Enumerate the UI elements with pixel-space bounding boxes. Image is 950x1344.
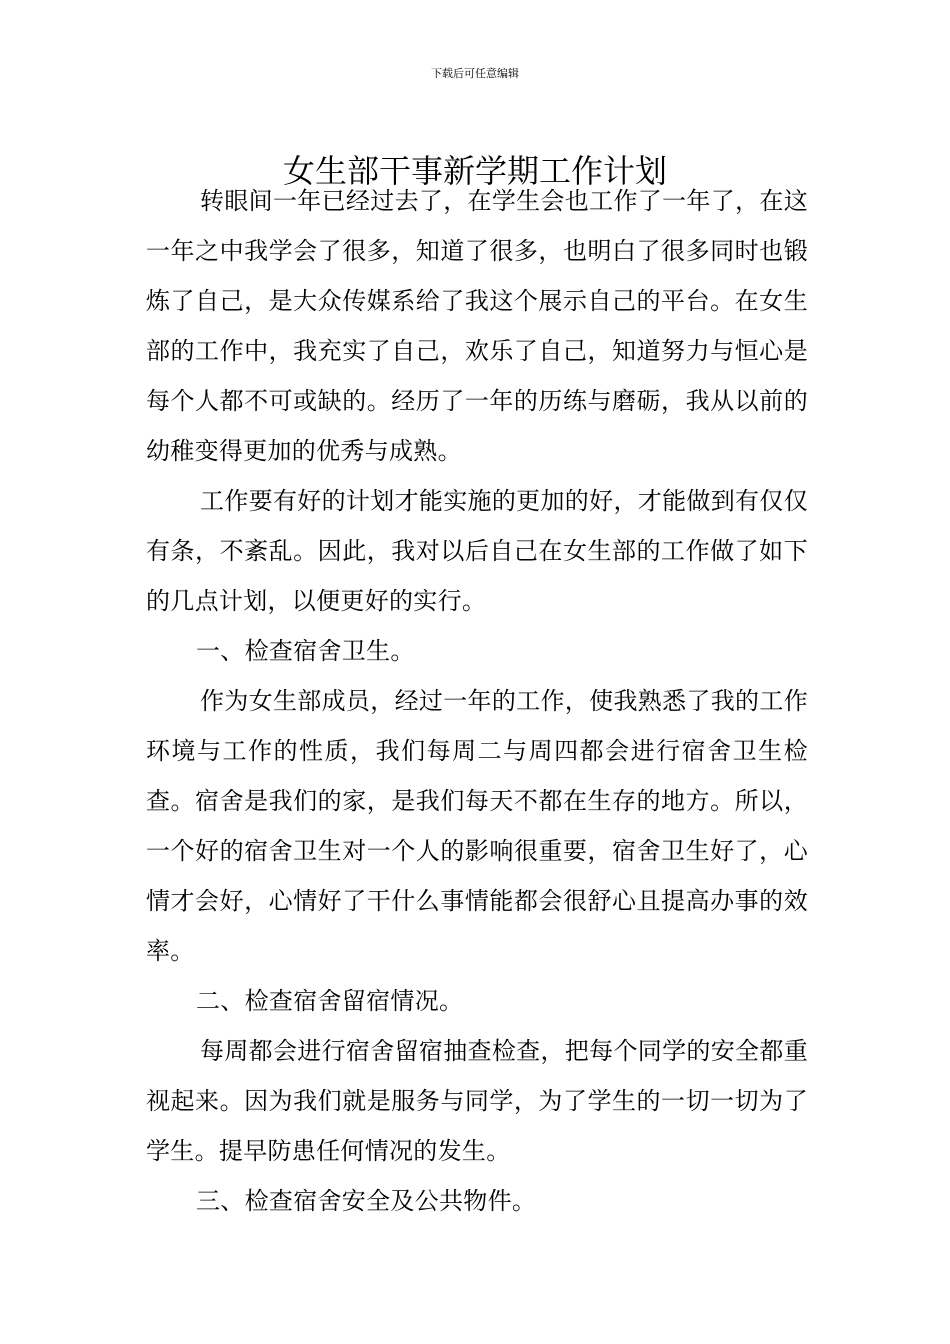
- section-heading-3: 三、检查宿舍安全及公共物件。: [196, 1187, 537, 1215]
- paragraph-section-2: 每周都会进行宿舍留宿抽查检查，把每个同学的安全都重视起来。因为我们就是服务与同学，为了学生的一切一切为了学生。提早防患任何情况的发生。: [146, 1037, 808, 1165]
- header-note: 下载后可任意编辑: [431, 67, 519, 80]
- section-heading-2: 二、检查宿舍留宿情况。: [196, 987, 464, 1015]
- paragraph-plan-intro: 工作要有好的计划才能实施的更加的好，才能做到有仅仅有条，不紊乱。因此，我对以后自己在女生部的工作做了如下的几点计划，以便更好的实行。: [146, 487, 808, 615]
- section-heading-1: 一、检查宿舍卫生。: [196, 637, 415, 665]
- document-title: 女生部干事新学期工作计划: [282, 152, 667, 191]
- paragraph-section-1: 作为女生部成员，经过一年的工作，使我熟悉了我的工作环境与工作的性质，我们每周二与周四都会进行宿舍卫生检查。宿舍是我们的家，是我们每天不都在生存的地方。所以，一个好的宿舍卫生对一个人的影响很重要，宿舍卫生好了，心情才会好，心情好了干什么事情能都会很舒心且提高办事的效率。: [146, 687, 808, 965]
- document-body: [146, 176, 808, 1226]
- paragraph-intro: 转眼间一年已经过去了，在学生会也工作了一年了，在这一年之中我学会了很多，知道了很多，也明白了很多同时也锻炼了自己，是大众传媒系给了我这个展示自己的平台。在女生部的工作中，我充实了自己，欢乐了自己，知道努力与恒心是每个人都不可或缺的。经历了一年的历练与磨砺，我从以前的幼稚变得更加的优秀与成熟。: [146, 187, 808, 465]
